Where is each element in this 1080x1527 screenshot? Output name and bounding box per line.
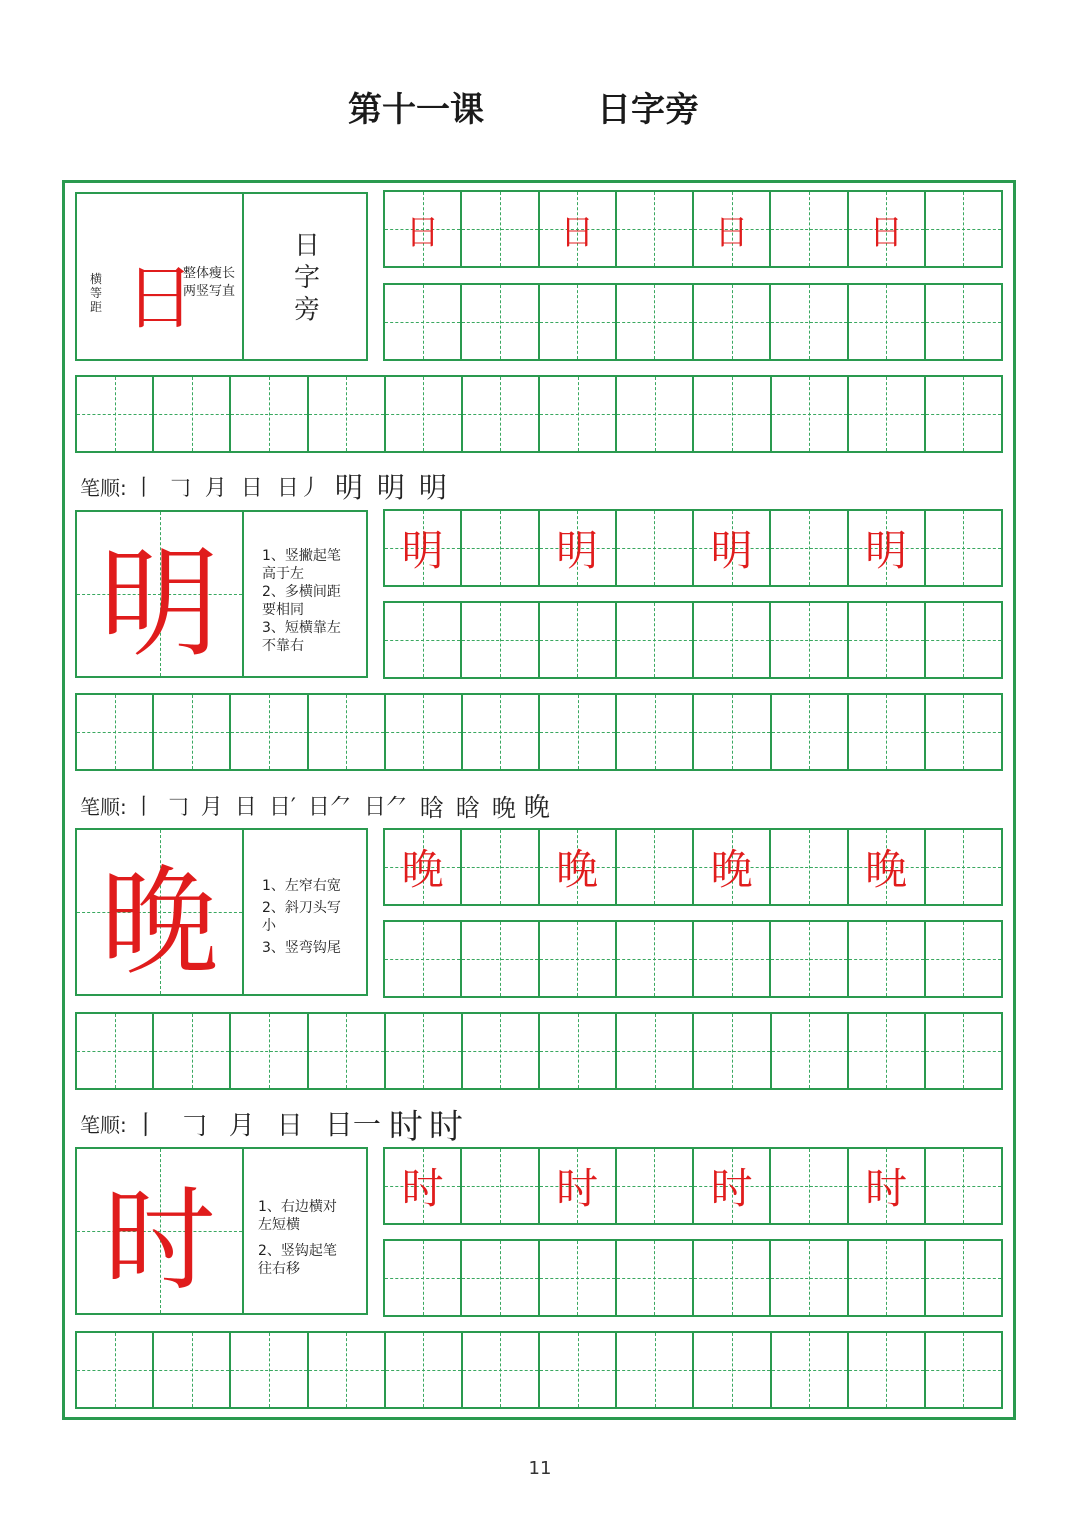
- grid-cell[interactable]: [307, 695, 384, 769]
- grid-cell[interactable]: [924, 511, 1001, 585]
- tip-line: 不靠右: [262, 638, 304, 654]
- grid-cell[interactable]: 时: [385, 1149, 460, 1223]
- grid-cell[interactable]: [152, 377, 229, 451]
- grid-cell[interactable]: [692, 695, 769, 769]
- radical-tip-1: 整体瘦长: [183, 266, 236, 281]
- tip-line: 2、竖钩起笔: [258, 1243, 337, 1259]
- trace-row-ming: [383, 509, 1003, 587]
- grid-cell[interactable]: 日: [538, 192, 615, 266]
- grid-cell[interactable]: [847, 1241, 924, 1315]
- tip-line: 3、短横靠左: [262, 620, 341, 636]
- grid-cell[interactable]: [460, 1241, 537, 1315]
- grid-cell[interactable]: [538, 695, 615, 769]
- grid-cell[interactable]: [384, 1333, 461, 1407]
- stroke-step: 时: [388, 1106, 423, 1147]
- grid-cell[interactable]: [924, 285, 1001, 359]
- stroke-step: 月: [228, 1110, 255, 1141]
- grid-cell[interactable]: [847, 1333, 924, 1407]
- grid-cell[interactable]: [615, 192, 692, 266]
- grid-cell[interactable]: [538, 377, 615, 451]
- grid-cell[interactable]: [460, 922, 537, 996]
- grid-cell[interactable]: [692, 1241, 769, 1315]
- grid-cell[interactable]: [692, 285, 769, 359]
- stroke-label: 笔顺:: [80, 1112, 127, 1137]
- stroke-label: 笔顺:: [80, 475, 127, 500]
- grid-cell[interactable]: [77, 695, 152, 769]
- lesson-title: 第十一课: [348, 90, 484, 130]
- grid-cell[interactable]: 日: [692, 192, 769, 266]
- practice-row: [383, 920, 1003, 998]
- grid-cell[interactable]: [847, 922, 924, 996]
- grid-cell[interactable]: [385, 285, 460, 359]
- tip-line: 左短横: [258, 1217, 300, 1233]
- stroke-order-ming: [80, 466, 461, 506]
- grid-cell[interactable]: [307, 1014, 384, 1088]
- grid-cell[interactable]: [615, 1149, 692, 1223]
- trace-row-shi: [383, 1147, 1003, 1225]
- radical-char: 日: [125, 257, 195, 339]
- tip-line: 2、多横间距: [262, 584, 341, 600]
- grid-cell[interactable]: [770, 1333, 847, 1407]
- grid-cell[interactable]: [924, 1241, 1001, 1315]
- big-char: 时: [103, 1175, 216, 1306]
- grid-cell[interactable]: 时: [538, 1149, 615, 1223]
- stroke-step: 明: [418, 471, 447, 504]
- tips-box-wan: [242, 828, 368, 996]
- radical-practice-row: [383, 283, 1003, 361]
- grid-cell[interactable]: [847, 285, 924, 359]
- grid-cell[interactable]: [769, 1241, 846, 1315]
- grid-cell[interactable]: 明: [538, 511, 615, 585]
- stroke-step: 日一: [324, 1108, 381, 1141]
- grid-cell[interactable]: [924, 830, 1001, 904]
- grid-cell[interactable]: 晚: [385, 830, 460, 904]
- page-title: [0, 82, 1080, 132]
- grid-cell[interactable]: [692, 377, 769, 451]
- grid-cell[interactable]: [384, 695, 461, 769]
- radical-tips: [183, 266, 235, 302]
- grid-cell[interactable]: [924, 603, 1001, 677]
- stroke-step: 𠃌: [166, 794, 189, 820]
- grid-cell[interactable]: 明: [385, 511, 460, 585]
- tips-box-ming: [242, 510, 368, 678]
- stroke-step: 日′: [268, 794, 296, 820]
- radical-example-box: [75, 192, 244, 361]
- stroke-order-wan: [80, 785, 564, 825]
- grid-cell[interactable]: [615, 1333, 692, 1407]
- radical-name-box: [242, 192, 368, 361]
- stroke-step: 晗: [455, 793, 480, 822]
- grid-cell[interactable]: 时: [692, 1149, 769, 1223]
- grid-cell[interactable]: [307, 1333, 384, 1407]
- grid-cell[interactable]: [385, 1241, 460, 1315]
- grid-cell[interactable]: [692, 1014, 769, 1088]
- grid-cell[interactable]: [769, 285, 846, 359]
- tip-line: 1、竖撇起笔: [262, 548, 341, 564]
- char-box-wan: [75, 828, 244, 996]
- grid-cell[interactable]: [924, 1333, 1001, 1407]
- stroke-step: 月: [200, 794, 223, 820]
- grid-cell[interactable]: [615, 511, 692, 585]
- grid-cell[interactable]: [77, 1333, 152, 1407]
- stroke-step: 日: [276, 1110, 303, 1141]
- grid-cell[interactable]: [847, 377, 924, 451]
- char-box-ming: [75, 510, 244, 678]
- grid-cell[interactable]: [924, 192, 1001, 266]
- trace-row-wan: [383, 828, 1003, 906]
- grid-cell[interactable]: [769, 192, 846, 266]
- grid-cell[interactable]: [615, 377, 692, 451]
- grid-cell[interactable]: [615, 285, 692, 359]
- grid-cell[interactable]: [538, 285, 615, 359]
- stroke-step: 晚: [491, 793, 516, 822]
- grid-cell[interactable]: [769, 603, 846, 677]
- stroke-step: 日⺈: [363, 794, 408, 820]
- grid-cell[interactable]: [538, 922, 615, 996]
- grid-cell[interactable]: [460, 830, 537, 904]
- grid-cell[interactable]: [847, 695, 924, 769]
- grid-cell[interactable]: 日: [847, 192, 924, 266]
- stroke-order-shi: [80, 1103, 477, 1147]
- stroke-step: 明: [376, 471, 405, 504]
- grid-cell[interactable]: [538, 1241, 615, 1315]
- practice-row: [383, 601, 1003, 679]
- grid-cell[interactable]: [847, 603, 924, 677]
- grid-cell[interactable]: 晚: [538, 830, 615, 904]
- grid-cell[interactable]: [460, 511, 537, 585]
- grid-cell[interactable]: [924, 377, 1001, 451]
- grid-cell[interactable]: [924, 1014, 1001, 1088]
- grid-cell[interactable]: [538, 1014, 615, 1088]
- tip-line: 3、竖弯钩尾: [262, 940, 341, 956]
- grid-cell[interactable]: [615, 603, 692, 677]
- grid-cell[interactable]: [615, 1014, 692, 1088]
- grid-cell[interactable]: 晚: [847, 830, 924, 904]
- stroke-step: 晚: [523, 792, 550, 823]
- practice-row: [75, 693, 1003, 771]
- grid-cell[interactable]: [692, 922, 769, 996]
- tip-line: 要相同: [262, 602, 304, 618]
- grid-cell[interactable]: [924, 695, 1001, 769]
- big-char: 晚: [100, 853, 219, 991]
- grid-cell[interactable]: [460, 603, 537, 677]
- grid-cell[interactable]: 日: [385, 192, 460, 266]
- grid-cell[interactable]: [538, 603, 615, 677]
- radical-side-label: 横 等 距: [89, 272, 102, 314]
- stroke-step: 日: [240, 475, 263, 501]
- grid-cell[interactable]: [924, 922, 1001, 996]
- grid-cell[interactable]: [461, 1014, 538, 1088]
- grid-cell[interactable]: [460, 192, 537, 266]
- grid-cell[interactable]: 明: [847, 511, 924, 585]
- char-box-shi: [75, 1147, 244, 1315]
- stroke-step: 丨: [132, 475, 155, 501]
- grid-cell[interactable]: [385, 922, 460, 996]
- tip-line: 1、左窄右宽: [262, 878, 341, 894]
- stroke-step: 日⺈: [307, 794, 352, 820]
- grid-cell[interactable]: [461, 695, 538, 769]
- grid-cell[interactable]: [692, 603, 769, 677]
- grid-cell[interactable]: [460, 285, 537, 359]
- grid-cell[interactable]: [152, 695, 229, 769]
- tip-line: 1、右边横对: [258, 1199, 337, 1215]
- practice-row: [75, 375, 1003, 453]
- practice-row: [75, 1012, 1003, 1090]
- grid-cell[interactable]: [770, 377, 847, 451]
- topic-title: 日字旁: [597, 90, 699, 130]
- grid-cell[interactable]: [538, 1333, 615, 1407]
- big-char: 明: [99, 535, 220, 674]
- grid-cell[interactable]: [229, 695, 306, 769]
- grid-cell[interactable]: [692, 1333, 769, 1407]
- stroke-step: 日丿: [276, 475, 321, 501]
- tips-box-shi: [242, 1147, 368, 1315]
- grid-cell[interactable]: [229, 1014, 306, 1088]
- grid-cell[interactable]: [384, 1014, 461, 1088]
- grid-cell[interactable]: [152, 1333, 229, 1407]
- stroke-step: 𠃌: [180, 1110, 207, 1141]
- grid-cell[interactable]: [385, 603, 460, 677]
- grid-cell[interactable]: [229, 377, 306, 451]
- stroke-step: 时: [428, 1106, 463, 1147]
- grid-cell[interactable]: [229, 1333, 306, 1407]
- grid-cell[interactable]: 晚: [692, 830, 769, 904]
- radical-trace-row: [383, 190, 1003, 268]
- stroke-step: 丨: [132, 794, 155, 820]
- stroke-step: 日: [234, 794, 257, 820]
- grid-cell[interactable]: [769, 922, 846, 996]
- grid-cell[interactable]: [847, 1014, 924, 1088]
- grid-cell[interactable]: [924, 1149, 1001, 1223]
- tip-line: 小: [262, 918, 276, 934]
- grid-cell[interactable]: [460, 1149, 537, 1223]
- grid-cell[interactable]: [461, 377, 538, 451]
- grid-cell[interactable]: [384, 377, 461, 451]
- stroke-step: 月: [204, 475, 227, 501]
- radical-tip-2: 两竖写直: [183, 284, 236, 299]
- stroke-step: 明: [334, 471, 363, 504]
- tip-line: 高于左: [262, 566, 304, 582]
- grid-cell[interactable]: 时: [847, 1149, 924, 1223]
- grid-cell[interactable]: [770, 1014, 847, 1088]
- grid-cell[interactable]: [769, 1149, 846, 1223]
- practice-row: [383, 1239, 1003, 1317]
- grid-cell[interactable]: [461, 1333, 538, 1407]
- radical-name: 日 字 旁: [293, 231, 320, 325]
- grid-cell[interactable]: [307, 377, 384, 451]
- grid-cell[interactable]: [615, 922, 692, 996]
- stroke-step: 𠃌: [168, 475, 191, 501]
- grid-cell[interactable]: [769, 511, 846, 585]
- grid-cell[interactable]: [615, 830, 692, 904]
- grid-cell[interactable]: 明: [692, 511, 769, 585]
- grid-cell[interactable]: [769, 830, 846, 904]
- practice-row: [75, 1331, 1003, 1409]
- tip-line: 往右移: [258, 1261, 300, 1277]
- grid-cell[interactable]: [77, 377, 152, 451]
- grid-cell[interactable]: [77, 1014, 152, 1088]
- grid-cell[interactable]: [615, 1241, 692, 1315]
- grid-cell[interactable]: [770, 695, 847, 769]
- page-number: 11: [528, 1458, 552, 1479]
- stroke-step: 晗: [419, 793, 444, 822]
- stroke-step: 丨: [132, 1110, 159, 1141]
- tip-line: 2、斜刀头写: [262, 900, 341, 916]
- grid-cell[interactable]: [152, 1014, 229, 1088]
- stroke-label: 笔顺:: [80, 794, 127, 819]
- grid-cell[interactable]: [615, 695, 692, 769]
